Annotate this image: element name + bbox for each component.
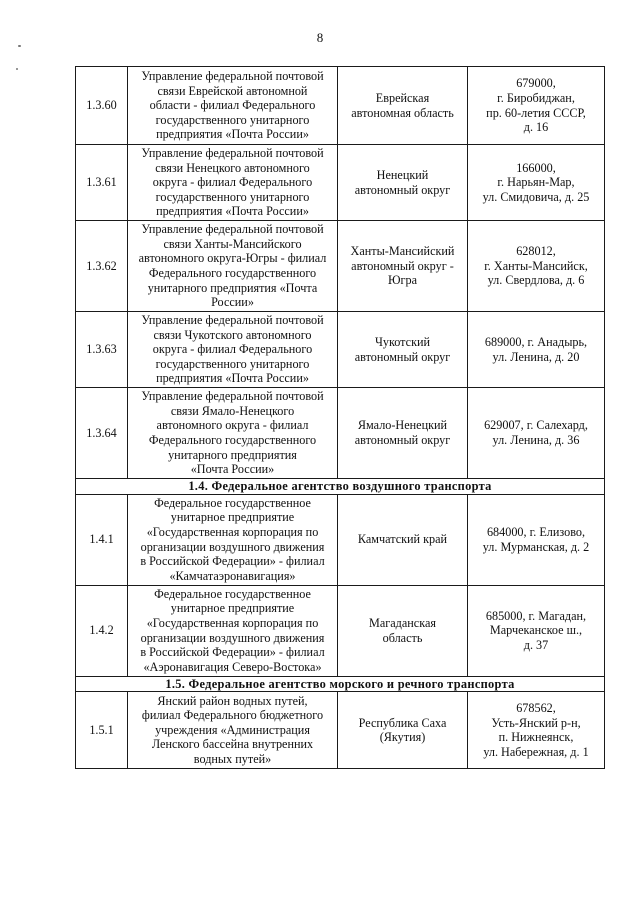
postal-address [468,692,605,769]
organization-name-line: автономного округа - филиал [156,418,309,433]
region-line: Ханты-Мансийский [350,244,455,259]
organization-name-line: Управление федеральной почтовой [141,222,324,237]
organization-name [128,145,338,221]
postal-address-line: ул. Смидовича, д. 25 [482,189,590,204]
organization-name-line: филиал Федерального бюджетного [141,708,324,723]
table-row [76,67,605,145]
region [338,388,468,479]
organization-name-line: области - филиал Федерального [149,98,316,113]
region [338,221,468,312]
section-title: 1.4. Федеральное агентство воздушного транспорта [76,479,605,495]
region-line: область [382,630,423,645]
organization-name-line: «Камчатаэронавигация» [169,568,296,583]
region-line: автономный округ [354,349,451,364]
postal-address [468,145,605,221]
organization-name-line: связи Чукотского автономного [153,327,312,342]
region-line: автономная область [351,105,454,120]
region [338,692,468,769]
page-number: 8 [316,30,324,45]
organization-name [128,494,338,585]
organization-name-line: округа - филиал Федерального [152,342,313,357]
organization-name-line: Федерального государственного [148,433,317,447]
region [338,585,468,676]
organization-name-line: предприятия «Почта России» [156,371,309,386]
region-line: Камчатский край [357,532,448,547]
postal-address [468,494,605,585]
postal-address-line: 628012, [516,244,556,259]
table-row [76,494,605,585]
region-line: Ямало-Ненецкий [357,418,448,433]
table-row [76,312,605,388]
postal-address [468,221,605,312]
organization-name-line: Федеральное государственное [154,586,311,601]
organization-name-line: предприятия «Почта России» [156,204,309,219]
item-number: 1.4.1 [76,494,128,585]
organization-name-line: государственного унитарного [155,356,310,371]
organization-name-line: учреждения «Администрация [155,722,310,737]
postal-address-line: г. Ханты-Мансийск, [484,258,588,273]
scan-speck [16,68,18,70]
organization-name [128,67,338,145]
organization-name-line: в Российской Федерации» - филиал [140,554,325,569]
postal-address-line: ул. Ленина, д. 36 [492,433,580,447]
table-row [76,585,605,676]
table-row [76,145,605,221]
region-line: Республика Саха [358,715,447,730]
item-number: 1.3.64 [76,388,128,479]
organization-name-line: унитарное предприятие [170,601,295,616]
postal-address-line: г. Биробиджан, [497,90,575,105]
item-number: 1.3.60 [76,67,128,145]
postal-address-line: ул. Ленина, д. 20 [492,349,580,364]
organization-name-line: «Почта России» [190,462,275,477]
organization-name [128,692,338,769]
postal-address-line: ул. Набережная, д. 1 [483,744,589,759]
table-body [76,67,605,769]
postal-address-line: пр. 60-летия СССР, [486,105,586,120]
organization-name-line: Ленского бассейна внутренних [151,737,314,752]
organizations-table [75,66,605,769]
organization-name-line: округа - филиал Федерального [152,175,313,190]
item-number: 1.3.63 [76,312,128,388]
organization-name-line: России» [211,295,254,310]
postal-address [468,585,605,676]
region [338,67,468,145]
region-line: (Якутия) [379,730,426,745]
organization-name-line: унитарного предприятия [168,447,297,462]
organization-name-line: Федеральное государственное [154,495,311,510]
organization-name-line: «Государственная корпорация по [146,616,319,630]
table-row [76,221,605,312]
organization-name [128,221,338,312]
organization-name-line: организации воздушного движения [140,539,325,554]
organization-name [128,388,338,479]
postal-address [468,312,605,388]
item-number: 1.3.62 [76,221,128,312]
postal-address-line: 689000, г. Анадырь, [484,334,588,349]
region-line: автономный округ - [351,258,454,273]
postal-address-line: Усть-Янский р-н, [491,715,581,730]
region-line: Чукотский [374,334,431,349]
postal-address-line: 678562, [516,701,556,715]
organization-name-line: в Российской Федерации» - филиал [140,645,325,660]
table-row [76,388,605,479]
organization-name-line: связи Ямало-Ненецкого [170,403,295,418]
postal-address-line: ул. Свердлова, д. 6 [487,273,585,288]
organization-name-line: «Государственная корпорация по [146,525,319,539]
organization-name-line: Янский район водных путей, [157,693,308,708]
organization-name-line: государственного унитарного [155,189,310,204]
item-number: 1.5.1 [76,692,128,769]
organization-name-line: «Аэронавигация Северо-Востока» [143,659,322,674]
organization-name-line: связи Еврейской автономной [157,83,308,98]
organization-name-line: водных путей» [193,752,272,767]
postal-address-line: д. 37 [523,637,549,652]
postal-address [468,388,605,479]
region-line: Ненецкий [376,167,429,182]
region [338,145,468,221]
organization-name-line: Управление федеральной почтовой [141,69,324,84]
table-row [76,692,605,769]
organization-name-line: автономного округа-Югры - филиал [138,251,327,266]
postal-address-line: 679000, [516,76,556,91]
organization-name-line: организации воздушного движения [140,630,325,645]
section-header-row [76,479,605,495]
section-title: 1.5. Федеральное агентство морского и речного транспорта [76,676,605,692]
postal-address-line: ул. Мурманская, д. 2 [482,539,590,554]
organization-name [128,312,338,388]
organization-name-line: Управление федеральной почтовой [141,313,324,328]
postal-address-line: Марчеканское ш., [489,623,583,638]
section-header-row [76,676,605,692]
postal-address [468,67,605,145]
postal-address-line: 685000, г. Магадан, [485,608,587,623]
organization-name-line: унитарное предприятие [170,510,295,525]
region [338,494,468,585]
postal-address-line: д. 16 [523,120,549,135]
region-line: автономный округ [354,182,451,197]
organization-name-line: государственного унитарного [155,112,310,127]
organization-name [128,585,338,676]
organization-name-line: связи Ханты-Мансийского [163,236,302,251]
item-number: 1.4.2 [76,585,128,676]
postal-address-line: п. Нижнеянск, [498,730,574,745]
region-line: Магаданская [369,616,436,630]
organization-name-line: предприятия «Почта России» [156,127,309,142]
postal-address-line: 629007, г. Салехард, [484,418,588,433]
item-number: 1.3.61 [76,145,128,221]
region-line: Югра [387,273,418,288]
region-line: Еврейская [375,90,430,105]
organization-name-line: связи Ненецкого автономного [155,160,310,175]
postal-address-line: 166000, [516,160,556,175]
organization-name-line: Федерального государственного [148,266,317,280]
scan-speck [18,45,21,47]
region [338,312,468,388]
organization-name-line: Управление федеральной почтовой [141,389,324,404]
postal-address-line: 684000, г. Елизово, [486,525,586,539]
region-line: автономный округ [354,433,451,447]
organization-name-line: унитарного предприятия «Почта [147,280,318,295]
postal-address-line: г. Нарьян-Мар, [497,175,575,190]
organization-name-line: Управление федеральной почтовой [141,146,324,161]
